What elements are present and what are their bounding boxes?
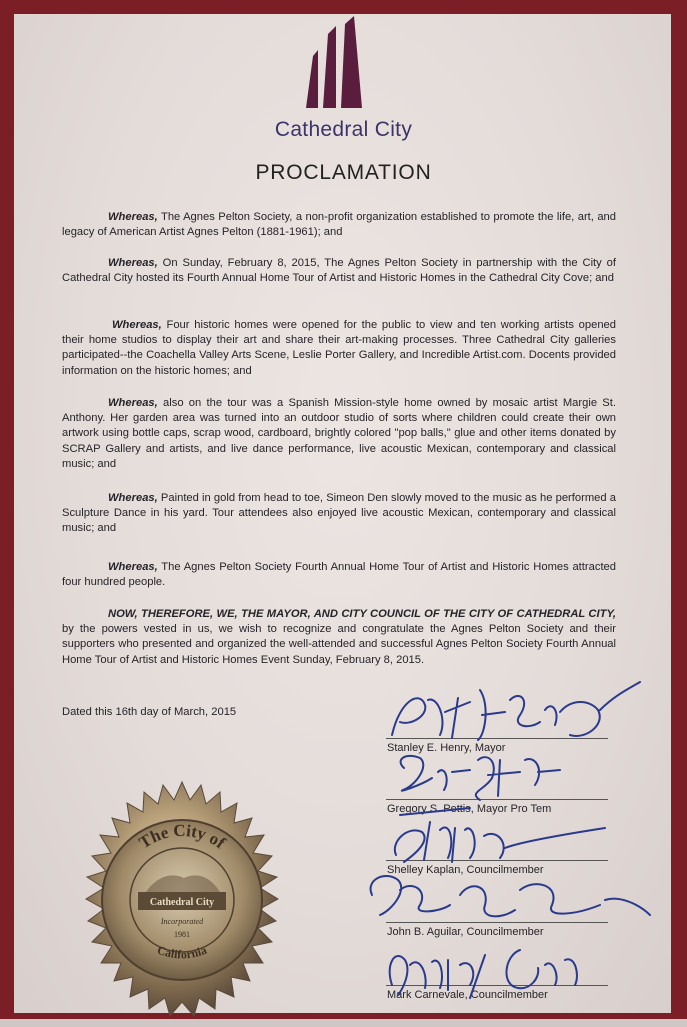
resolution-paragraph — [62, 607, 616, 668]
signatory-mayor-pro-tem: Gregory S. Pettis, Mayor Pro Tem — [387, 803, 552, 815]
signature-line — [386, 985, 608, 986]
signature-line — [386, 799, 608, 800]
whereas-lead: Whereas, — [108, 561, 158, 573]
resolution-lead: NOW, THEREFORE, WE, THE MAYOR, AND CITY COUNCIL OF THE CITY OF CATHEDRAL CITY, — [108, 608, 616, 620]
whereas-paragraph-6 — [62, 560, 616, 590]
whereas-paragraph-1 — [62, 210, 616, 240]
seal-bottom-text: California — [155, 942, 209, 962]
whereas-lead: Whereas, — [108, 211, 158, 223]
whereas-paragraph-5 — [62, 491, 616, 537]
signatory-councilmember-carnevale: Mark Carnevale, Councilmember — [387, 989, 548, 1001]
whereas-lead: Whereas, — [108, 492, 158, 504]
signature-line — [386, 922, 608, 923]
signature-line — [386, 738, 608, 739]
signature-line — [386, 860, 608, 861]
signatory-councilmember-kaplan: Shelley Kaplan, Councilmember — [387, 864, 544, 876]
signatory-councilmember-aguilar: John B. Aguilar, Councilmember — [387, 926, 544, 938]
page-title: PROCLAMATION — [255, 161, 432, 184]
paragraph-text: Painted in gold from head to toe, Simeon Den slowly moved to the music as he performed a Sculpture Dance in his yard. Tour attendees also enjoyed live acoustic Mexican, contemporary and classical music; and — [62, 492, 616, 535]
organization-name: Cathedral City — [274, 118, 413, 141]
paragraph-text: also on the tour was a Spanish Mission-style home owned by mosaic artist Margie St. Anthony. Her garden area was turned into an outdoor studio of sorts where children could create their own artwork using bottle caps, scrap wood, cardboard, brightly colored "pop balls," glue and other items donated by SCRAP Gallery and artists, and live dance performance, live acoustic Mexican, contemporary and classical music; and — [62, 397, 616, 470]
signatory-mayor: Stanley E. Henry, Mayor — [387, 742, 506, 754]
city-seal-icon — [62, 780, 302, 1020]
whereas-paragraph-2 — [62, 256, 616, 286]
cathedral-city-logo-icon — [304, 16, 366, 108]
bottom-strip — [0, 1019, 687, 1027]
resolution-text: by the powers vested in us, we wish to recognize and congratulate the Agnes Pelton Society and their supporters who presented and organized the well-attended and successful Agnes Pelton Society Fourth Annual Home Tour of Artist and Historic Homes Event Sunday, February 8, 2015. — [62, 623, 616, 666]
seal-year: 1981 — [174, 930, 190, 939]
seal-sub-text: Incorporated — [160, 917, 204, 926]
dated-line: Dated this 16th day of March, 2015 — [62, 706, 237, 718]
whereas-paragraph-3 — [62, 318, 616, 379]
seal-top-text: The City of — [135, 820, 229, 853]
paragraph-text: On Sunday, February 8, 2015, The Agnes Pelton Society in partnership with the City of Cathedral City hosted its Fourth Annual Home Tour of Artist and Historic Homes in the Cathedral City Cove; and — [62, 257, 616, 285]
whereas-lead: Whereas, — [108, 397, 158, 409]
whereas-lead: Whereas, — [112, 319, 162, 331]
paragraph-text: The Agnes Pelton Society, a non-profit organization established to promote the life, art, and legacy of American Artist Agnes Pelton (1881-1961); and — [62, 211, 616, 239]
whereas-lead: Whereas, — [108, 257, 158, 269]
seal-center-text: Cathedral City — [149, 897, 215, 908]
paragraph-text: Four historic homes were opened for the public to view and ten working artists opened their home studios to display their art and share their art-making processes. Three Cathedral City galleries participated--the Coachella Valley Arts Scene, Leslie Porter Gallery, and Incredible Artist.com. Docents provided information on the historic homes; and — [62, 319, 616, 377]
paragraph-text: The Agnes Pelton Society Fourth Annual Home Tour of Artist and Historic Homes attracted four hundred people. — [62, 561, 616, 589]
whereas-paragraph-4 — [62, 396, 616, 472]
